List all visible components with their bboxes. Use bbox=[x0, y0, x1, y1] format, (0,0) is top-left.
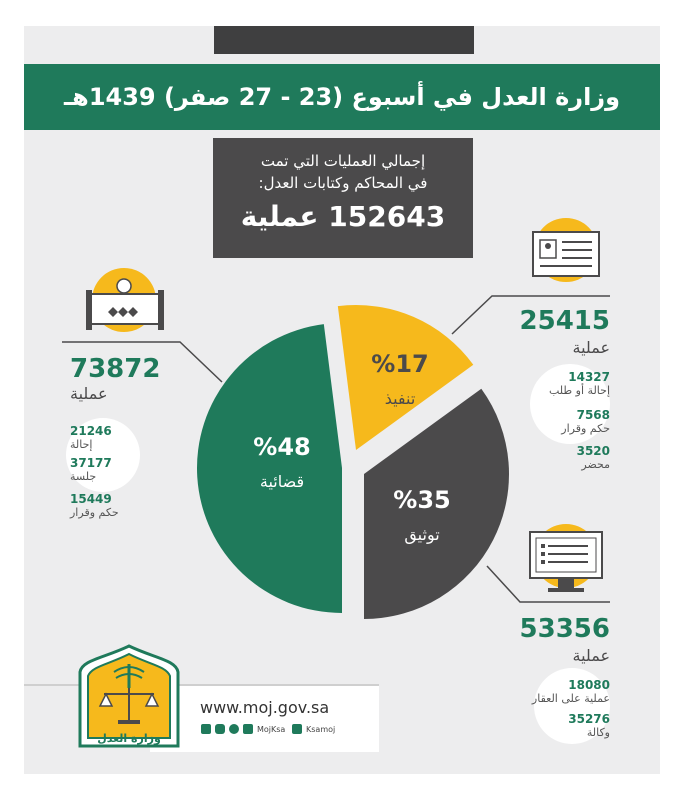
notary-unit: عملية bbox=[572, 646, 610, 665]
website-link[interactable]: www.moj.gov.sa bbox=[200, 698, 330, 717]
notary-item-value: 18080 bbox=[568, 678, 610, 692]
execution-item-label: محضر bbox=[581, 458, 610, 471]
slice-label-judicial-name: قضائية bbox=[259, 472, 305, 491]
judicial-unit: عملية bbox=[70, 384, 108, 403]
ministry-logo bbox=[74, 642, 184, 754]
linkedin-icon[interactable] bbox=[243, 724, 253, 734]
youtube-icon[interactable] bbox=[292, 724, 302, 734]
twitter-icon[interactable] bbox=[201, 724, 211, 734]
total-value: 152643 عملية bbox=[240, 200, 446, 233]
judicial-item-label: حكم وقرار bbox=[70, 506, 119, 519]
social-handle-2: Ksamoj bbox=[306, 725, 336, 734]
logo-text: وزارة العدل bbox=[97, 732, 161, 745]
social-handle-1: MojKsa bbox=[257, 725, 286, 734]
execution-item-value: 7568 bbox=[576, 408, 610, 422]
notary-item-value: 35276 bbox=[568, 712, 610, 726]
judicial-total: 73872 bbox=[70, 354, 161, 384]
page-title-text: وزارة العدل في أسبوع (23 - 27 صفر) 1439هـ bbox=[63, 83, 621, 111]
notary-item-label: عملية على العقار bbox=[531, 692, 610, 705]
slice-label-judicial-percent: %48 bbox=[253, 433, 311, 461]
notary-item-label: وكالة bbox=[586, 726, 610, 739]
notary-total: 53356 bbox=[519, 614, 610, 644]
total-line-2: في المحاكم وكتابات العدل: bbox=[258, 174, 428, 192]
judicial-item-value: 15449 bbox=[70, 492, 112, 506]
document-icon bbox=[533, 218, 599, 282]
slice-label-execution-name: تنفيذ bbox=[384, 389, 416, 408]
judicial-item-label: جلسة bbox=[70, 470, 97, 483]
execution-item-value: 14327 bbox=[568, 370, 610, 384]
execution-unit: عملية bbox=[572, 338, 610, 357]
snapchat-icon[interactable] bbox=[229, 724, 239, 734]
court-bench-icon bbox=[86, 268, 164, 332]
judicial-item-value: 21246 bbox=[70, 424, 112, 438]
instagram-icon[interactable] bbox=[215, 724, 225, 734]
slice-label-notary-percent: %35 bbox=[393, 486, 451, 514]
execution-item-label: حكم وقرار bbox=[561, 422, 610, 435]
slice-label-execution-percent: %17 bbox=[371, 350, 429, 378]
slice-judicial bbox=[197, 324, 342, 613]
total-line-1: إجمالي العمليات التي تمت bbox=[260, 152, 426, 170]
execution-total: 25415 bbox=[519, 306, 610, 336]
monitor-icon bbox=[530, 524, 602, 592]
judicial-item-value: 37177 bbox=[70, 456, 112, 470]
judicial-item-label: إحالة bbox=[70, 438, 93, 451]
execution-item-value: 3520 bbox=[576, 444, 610, 458]
footer-box bbox=[150, 686, 379, 752]
slice-label-notary-name: توثيق bbox=[404, 525, 440, 544]
execution-item-label: إحالة أو طلب bbox=[548, 384, 610, 397]
